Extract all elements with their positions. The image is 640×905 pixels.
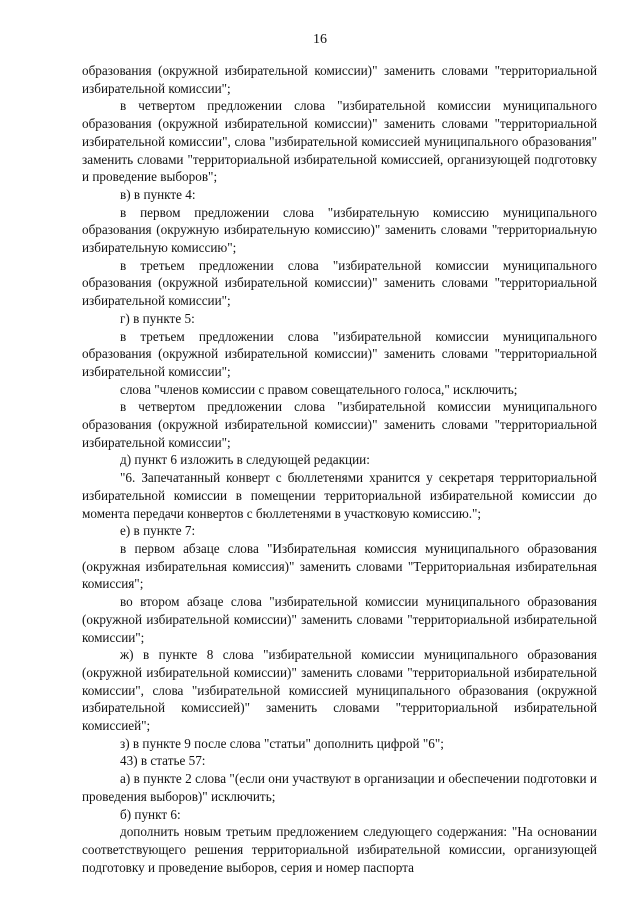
paragraph: в первом предложении слова "избирательную комиссию муниципального образования (окружную избирательную комиссию)" заменить словами "территориальную избирательную комиссию";: [82, 204, 597, 256]
paragraph: образования (окружной избирательной комиссии)" заменить словами "территориальной избирательной комиссии";: [82, 63, 597, 96]
paragraph: в) в пункте 4:: [120, 186, 196, 202]
paragraph: дополнить новым третьим предложением следующего содержания: "На основании соответствующего решения территориальной избирательной комиссии, организующей подготовку и проведение выборов, серия и номер паспорта: [82, 824, 597, 875]
paragraph: в четвертом предложении слова "избирательной комиссии муниципального образования (окружной избирательной комиссии)" заменить словами "территориальной избирательной комиссии";: [82, 399, 597, 450]
paragraph: ж) в пункте 8 слова "избирательной комиссии муниципального образования (окружной избирательной комиссии)" заменить словами "территориальной избирательной комиссии", слова "избирательной комиссией муниципального образования (окружной избирательной комиссией)" заменить словами "территориальной избирательной комиссией";: [82, 647, 597, 734]
paragraph: в третьем предложении слова "избирательной комиссии муниципального образования (окружной избирательной комиссии)" заменить словами "территориальной избирательной комиссии";: [82, 257, 597, 309]
paragraph: в третьем предложении слова "избирательной комиссии муниципального образования (окружной избирательной комиссии)" заменить словами "территориальной избирательной комиссии";: [82, 328, 597, 379]
page-number: 16: [313, 32, 327, 47]
paragraph: слова "членов комиссии с правом совещательного голоса," исключить;: [120, 381, 518, 397]
paragraph: г) в пункте 5:: [120, 310, 195, 326]
paragraph: в четвертом предложении слова "избирательной комиссии муниципального образования (окружной избирательной комиссии)" заменить словами "территориальной избирательной комиссии", слова "избирательной комиссией муниципального образования" заменить словами "территориальной избирательной комиссией, организующей подготовку и проведение выборов";: [82, 98, 597, 185]
paragraph: в первом абзаце слова "Избирательная комиссия муниципального образования (окружная избирательная комиссия)" заменить словами "Территориальная избирательная комиссия";: [82, 540, 597, 592]
paragraph: з) в пункте 9 после слова "статьи" дополнить цифрой "6";: [120, 735, 444, 751]
paragraph: а) в пункте 2 слова "(если они участвуют в организации и обеспечении подготовки и проведения выборов)" исключить;: [82, 771, 597, 804]
document-body: [82, 62, 597, 876]
paragraph: б) пункт 6:: [120, 806, 181, 822]
paragraph: е) в пункте 7:: [120, 523, 196, 539]
paragraph: 43) в статье 57:: [120, 753, 206, 769]
paragraph: во втором абзаце слова "избирательной комиссии муниципального образования (окружной избирательной комиссии)" заменить словами "территориальной избирательной комиссии";: [82, 594, 597, 645]
paragraph: д) пункт 6 изложить в следующей редакции:: [120, 452, 370, 468]
paragraph: "6. Запечатанный конверт с бюллетенями хранится у секретаря территориальной избирательной комиссии в помещении территориальной избирательной комиссии до момента передачи конвертов с бюллетенями в участковую комиссию.";: [82, 470, 597, 521]
